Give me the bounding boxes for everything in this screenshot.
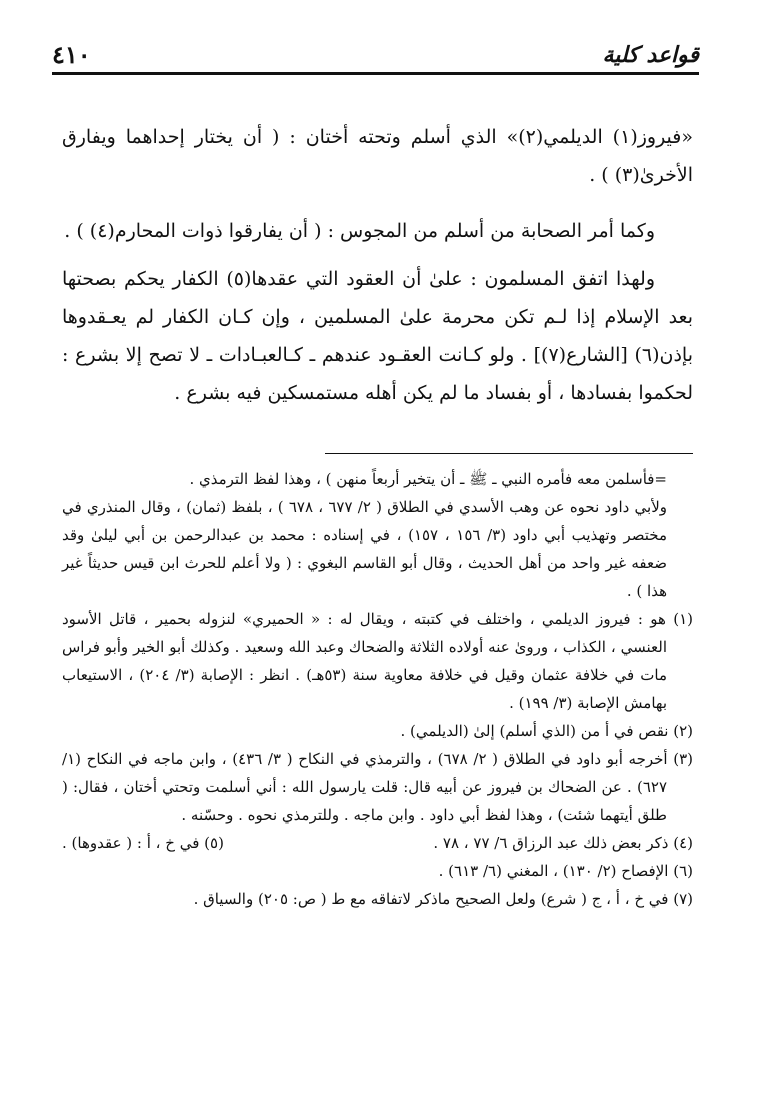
main-text [62,118,693,412]
footnote-continuation: =فأسلمن معه فأمره النبي ـ ﷺ ـ أن يتخير أربعاً منهن ) ، وهذا لفظ الترمذي . [189,470,667,488]
footnote-separator [325,453,693,454]
paragraph: وكما أمر الصحابة من أسلم من المجوس : ( أن يفارقوا ذوات المحارم(٤) ) . [64,220,655,242]
footnote-3: (٣) أخرجه أبو داود في الطلاق ( ٢/ ٦٧٨) ، والترمذي في النكاح ( ٣/ ٤٣٦) ، وابن ماجه في النكاح (١/ ٦٢٧) . عن الضحاك بن فيروز عن أبيه قال: قلت يارسول الله : أني أسلمت وتحتي أختان ، فقال: ( طلق أيتهما شئت) ، وهذا لفظ أبي داود . وابن ماجه . وللترمذي نحوه . وحسّنه . [62,750,694,824]
header-rule [52,72,699,75]
footnotes [62,465,693,913]
header-title: قواعد كلية [602,42,699,68]
footnote-row-4-5 [62,829,693,857]
footnote-4: (٤) ذكر بعض ذلك عبد الرزاق ٦/ ٧٧ ، ٧٨ . [433,834,693,852]
footnote-5: (٥) في خ ، أ : ( عقدوها) . [62,834,224,852]
footnote-6: (٦) الإفصاح (٢/ ١٣٠) ، المغني (٦/ ٦١٣) . [438,862,693,880]
paragraph: «فيروز(١) الديلمي(٢)» الذي أسلم وتحته أختان : ( أن يختار إحداهما ويفارق الأخرىٰ(٣) ) . [62,126,693,186]
footnote-1: (١) هو : فيروز الديلمي ، واختلف في كتبته ، ويقال له : « الحميري» لنزوله بحمير ، قاتل الأسود العنسي ، الكذاب ، وروىٰ عنه أولاده الثلاثة والضحاك وعبد الله وسعيد . وكذلك أبو الخير وأبو فراس مات في خلافة عثمان وقيل في خلافة معاوية سنة (٥٣هـ) . انظر : الإصابة (٣/ ٢٠٤) ، الاستيعاب بهامش الإصابة (٣/ ١٩٩) . [62,610,693,712]
footnote-continuation: ولأبي داود نحوه عن وهب الأسدي في الطلاق ( ٢/ ٦٧٧ ، ٦٧٨ ) ، بلفظ (ثمان) ، وقال المنذري في مختصر وتهذيب أبي داود (٣/ ١٥٦ ، ١٥٧) ، في إسناده : محمد بن عبدالرحمن بن أبي ليلىٰ وقد ضعفه غير واحد من أهل الحديث ، وقال أبو القاسم البغوي : ( ولا أعلم للحرث ابن قيس حديثاً غير هذا ) . [62,498,667,600]
running-header [52,40,699,74]
footnote-2: (٢) نقص في أ من (الذي أسلم) إلىٰ (الديلمي) . [400,722,693,740]
paragraph: ولهذا اتفق المسلمون : علىٰ أن العقود التي عقدها(٥) الكفار يحكم بصحتها بعد الإسلام إذا لـم تكن محرمة علىٰ المسلمين ، وإن كـان الكفار لم يعـقدوها بإذن(٦) [الشارع(٧)] . ولو كـانت العقـود عندهم ـ كـالعبـادات ـ لا تصح إلا بشرع : لحكموا بفسادها ، أو بفساد ما لم يكن أهله مستمسكين فيه بشرع . [62,268,693,404]
page-number: ٤١٠ [52,40,91,69]
footnote-7: (٧) في خ ، أ ، ج ( شرع) ولعل الصحيح ماذكر لاتفاقه مع ط ( ص: ٢٠٥) والسياق . [193,890,693,908]
